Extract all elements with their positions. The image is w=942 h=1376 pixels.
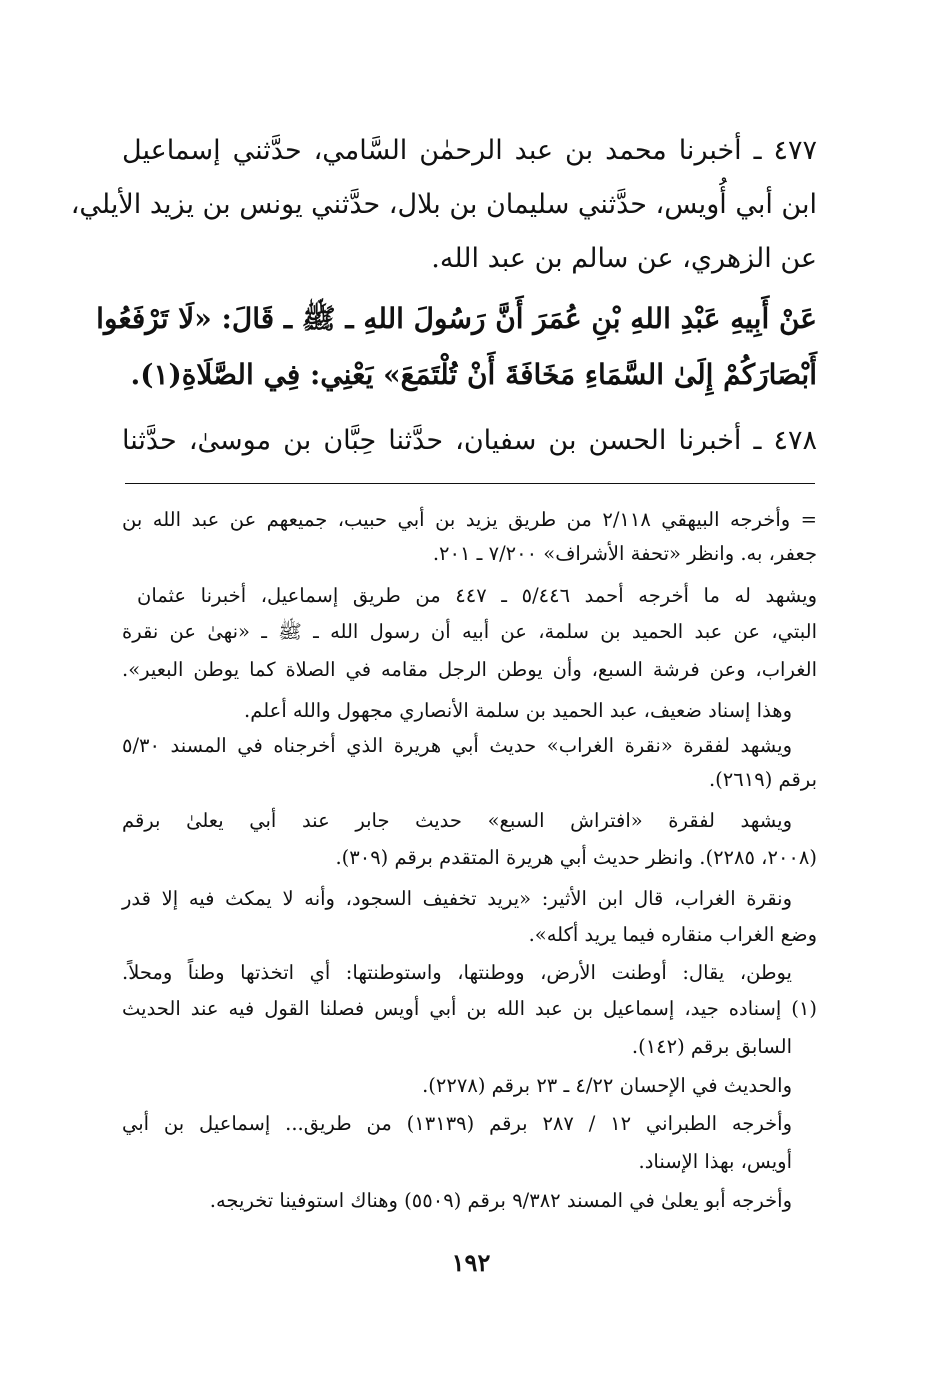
footnote-line: الغراب، وعن فرشة السبع، وأن يوطن الرجل مقامه في الصلاة كما يوطن البعير». bbox=[122, 658, 817, 681]
footnote-line: وأخرجه أبو يعلىٰ في المسند ٩/٣٨٢ برقم (٥٥٠٩) وهناك استوفينا تخريجه. bbox=[209, 1189, 792, 1212]
footnote-line: ويشهد له ما أخرجه أحمد ٥/٤٤٦ ـ ٤٤٧ من طريق إسماعيل، أخبرنا عثمان bbox=[137, 584, 817, 607]
footnote-line: وضع الغراب منقاره فيما يريد أكله». bbox=[528, 923, 817, 946]
main-text-line: ابن أبي أُويس، حدَّثني سليمان بن بلال، حدَّثني يونس بن يزيد الأيلي، bbox=[70, 189, 817, 220]
footnote-line: ونقرة الغراب، قال ابن الأثير: «يريد تخفيف السجود، وأنه لا يمكث فيه إلا قدر bbox=[122, 887, 792, 910]
footnote-line: وهذا إسناد ضعيف، عبد الحميد بن سلمة الأنصاري مجهول والله أعلم. bbox=[244, 699, 792, 722]
hadith-matn-line: أَبْصَارَكُمْ إِلَىٰ السَّمَاءِ مَخَافَةَ أَنْ تُلْتَمَعَ» يَعْنِي: فِي الصَّلَاةِ(١). bbox=[130, 358, 817, 391]
footnote-line: (١) إسناده جيد، إسماعيل بن عبد الله بن أبي أويس فصلنا القول فيه عند الحديث bbox=[122, 997, 817, 1020]
page-number: ١٩٢ bbox=[451, 1248, 491, 1277]
main-text-line: ٤٧٧ ـ أخبرنا محمد بن عبد الرحمٰن السَّامي، حدَّثني إسماعيل bbox=[122, 135, 817, 166]
footnote-line: برقم (٢٦١٩). bbox=[708, 768, 817, 791]
footnote-line: = وأخرجه البيهقي ٢/١١٨ من طريق يزيد بن أبي حبيب، جميعهم عن عبد الله بن bbox=[122, 508, 817, 531]
footnote-line: جعفر، به. وانظر «تحفة الأشراف» ٧/٢٠٠ ـ ٢٠١. bbox=[432, 542, 817, 565]
footnote-line: يوطن، يقال: أوطنت الأرض، ووطنتها، واستوطنتها: أي اتخذتها وطناً ومحلاً. bbox=[122, 961, 792, 984]
footnote-separator bbox=[125, 483, 815, 484]
footnote-line: ويشهد لفقرة «افتراش السبع» حديث جابر عند أبي يعلىٰ برقم bbox=[122, 809, 792, 832]
hadith-matn-line: عَنْ أَبِيهِ عَبْدِ اللهِ بْنِ عُمَرَ أَنَّ رَسُولَ اللهِ ـ ﷺ ـ قَالَ: «لَا تَرْفَعُوا bbox=[96, 302, 817, 335]
main-text-line: عن الزهري، عن سالم بن عبد الله. bbox=[431, 243, 817, 274]
footnote-line: ويشهد لفقرة «نقرة الغراب» حديث أبي هريرة الذي أخرجناه في المسند ٥/٣٠ bbox=[122, 734, 792, 757]
footnote-line: (٢٠٠٨، ٢٢٨٥). وانظر حديث أبي هريرة المتقدم برقم (٣٠٩). bbox=[335, 846, 817, 869]
footnote-line: البتي، عن عبد الحميد بن سلمة، عن أبيه أن رسول الله ـ ﷺ ـ «نهىٰ عن نقرة bbox=[122, 620, 817, 643]
main-text-line: ٤٧٨ ـ أخبرنا الحسن بن سفيان، حدَّثنا حِبَّان بن موسىٰ، حدَّثنا bbox=[122, 425, 817, 456]
footnote-line: السابق برقم (١٤٢). bbox=[631, 1035, 792, 1058]
footnote-line: أويس، بهذا الإسناد. bbox=[638, 1150, 792, 1173]
footnote-line: وأخرجه الطبراني ١٢ / ٢٨٧ برقم (١٣١٣٩) من طريق... إسماعيل بن أبي bbox=[122, 1112, 792, 1135]
footnote-line: والحديث في الإحسان ٤/٢٢ ـ ٢٣ برقم (٢٢٧٨). bbox=[422, 1074, 792, 1097]
